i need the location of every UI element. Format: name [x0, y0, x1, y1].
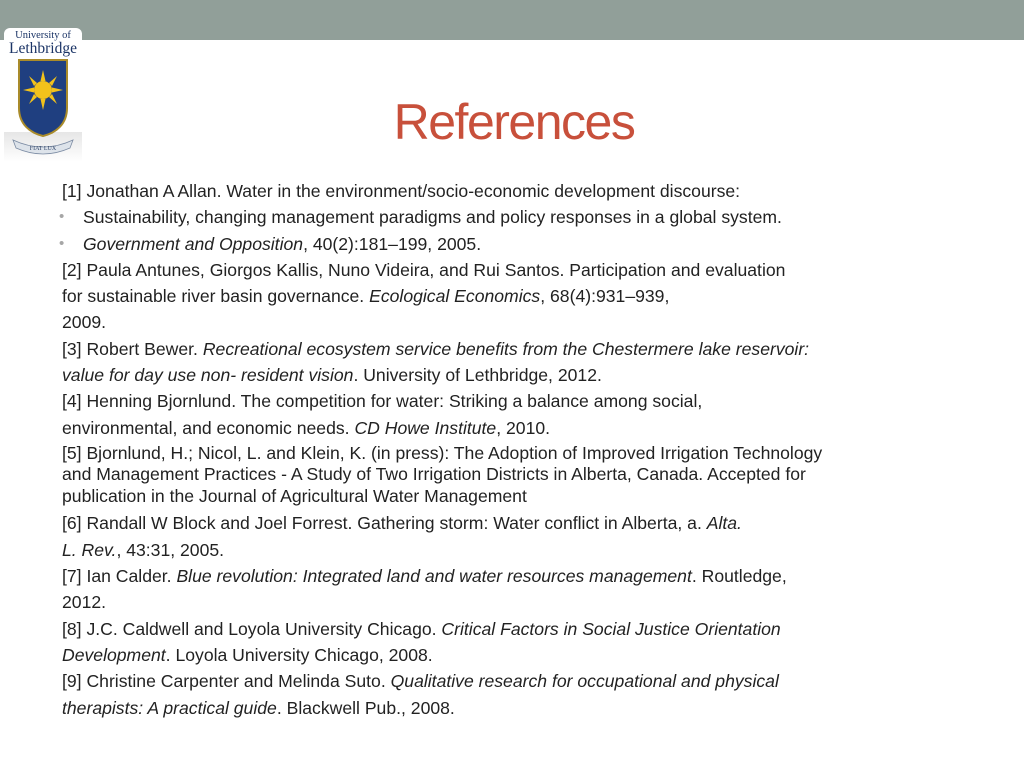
reference-2-line-3: 2009. — [62, 312, 107, 333]
reference-9-author: [9] Christine Carpenter and Melinda Suto. — [62, 671, 391, 692]
reference-4-line-2 — [62, 415, 962, 441]
reference-1: [1] Jonathan A Allan. Water in the environment/socio-economic development discourse: — [62, 181, 741, 201]
reference-3-title: Recreational ecosystem service benefits from the Chestermere lake reservoir: — [202, 338, 810, 359]
reference-7-author: [7] Ian Calder. — [62, 566, 177, 587]
bullet-icon: • — [59, 234, 65, 252]
reference-4-details: , 2010. — [496, 417, 551, 438]
reference-2-details: , 68(4):931–939, — [540, 286, 670, 307]
reference-2: [2] Paula Antunes, Giorgos Kallis, Nuno Videira, and Rui Santos. Participation and evaluation — [62, 259, 786, 280]
reference-6-text: [6] Randall W Block and Joel Forrest. Gathering storm: Water conflict in Alberta, a. — [62, 513, 707, 534]
logo-wordmark — [4, 28, 82, 56]
reference-9 — [62, 668, 962, 694]
reference-6-journal: Alta. — [706, 513, 742, 534]
top-bar — [0, 0, 1024, 40]
reference-3 — [62, 336, 962, 362]
bullet-icon: • — [59, 208, 65, 226]
reference-8-line-2 — [62, 642, 962, 668]
reference-8-title: Critical Factors in Social Justice Orientation — [441, 618, 781, 639]
page-title-text: References — [393, 94, 635, 150]
reference-9-title: Qualitative research for occupational and physical — [390, 671, 779, 692]
reference-3-details: . University of Lethbridge, 2012. — [353, 365, 602, 386]
reference-8 — [62, 616, 962, 642]
reference-1-journal: Government and Opposition — [83, 233, 304, 254]
reference-2-text: for sustainable river basin governance. — [62, 286, 370, 307]
reference-8-author: [8] J.C. Caldwell and Loyola University Chicago. — [62, 618, 442, 639]
reference-4-text: environmental, and economic needs. — [62, 417, 355, 438]
reference-3-title-cont: value for day use non- resident vision — [62, 365, 354, 386]
reference-9-title-cont: therapists: A practical guide — [62, 697, 277, 718]
reference-7-publisher: . Routledge, — [691, 566, 787, 587]
reference-1-details: , 40(2):181–199, 2005. — [303, 233, 482, 254]
reference-5: [5] Bjornlund, H.; Nicol, L. and Klein, K. (in press): The Adoption of Improved Irrigation Technology — [62, 442, 823, 463]
reference-5-line-2: and Management Practices - A Study of Two Irrigation Districts in Alberta, Canada. Accepted for — [62, 464, 806, 485]
reference-4: [4] Henning Bjornlund. The competition for water: Striking a balance among social, — [62, 391, 703, 412]
reference-9-line-2 — [62, 695, 962, 721]
reference-6-journal-cont: L. Rev. — [62, 539, 117, 560]
reference-6-details: , 43:31, 2005. — [116, 539, 225, 560]
reference-4-journal: CD Howe Institute — [354, 417, 497, 438]
reference-2-journal: Ecological Economics — [369, 286, 541, 307]
reference-7-title: Blue revolution: Integrated land and water resources management — [176, 566, 692, 587]
reference-6-line-2 — [62, 537, 962, 563]
reference-9-details: . Blackwell Pub., 2008. — [276, 697, 455, 718]
logo-line-1: University of — [15, 30, 71, 41]
reference-3-author: [3] Robert Bewer. — [62, 338, 203, 359]
reference-6 — [62, 510, 962, 536]
reference-7 — [62, 563, 962, 589]
reference-1-line-2: Sustainability, changing management paradigms and policy responses in a global system. — [83, 207, 782, 228]
reference-list — [59, 178, 962, 721]
reference-1-bullet-1 — [59, 204, 962, 230]
page-title — [0, 92, 1024, 152]
logo-motto: FIAT LUX — [29, 146, 57, 152]
logo-line-2: Lethbridge — [8, 40, 77, 57]
reference-3-line-2 — [62, 362, 962, 388]
reference-8-title-cont: Development — [62, 644, 166, 665]
reference-2-line-2 — [62, 283, 962, 309]
reference-8-details: . Loyola University Chicago, 2008. — [165, 644, 433, 665]
reference-1-bullet-2 — [59, 231, 962, 257]
reference-7-line-2: 2012. — [62, 592, 107, 613]
reference-5-line-3: publication in the Journal of Agricultural Water Management — [62, 485, 527, 506]
